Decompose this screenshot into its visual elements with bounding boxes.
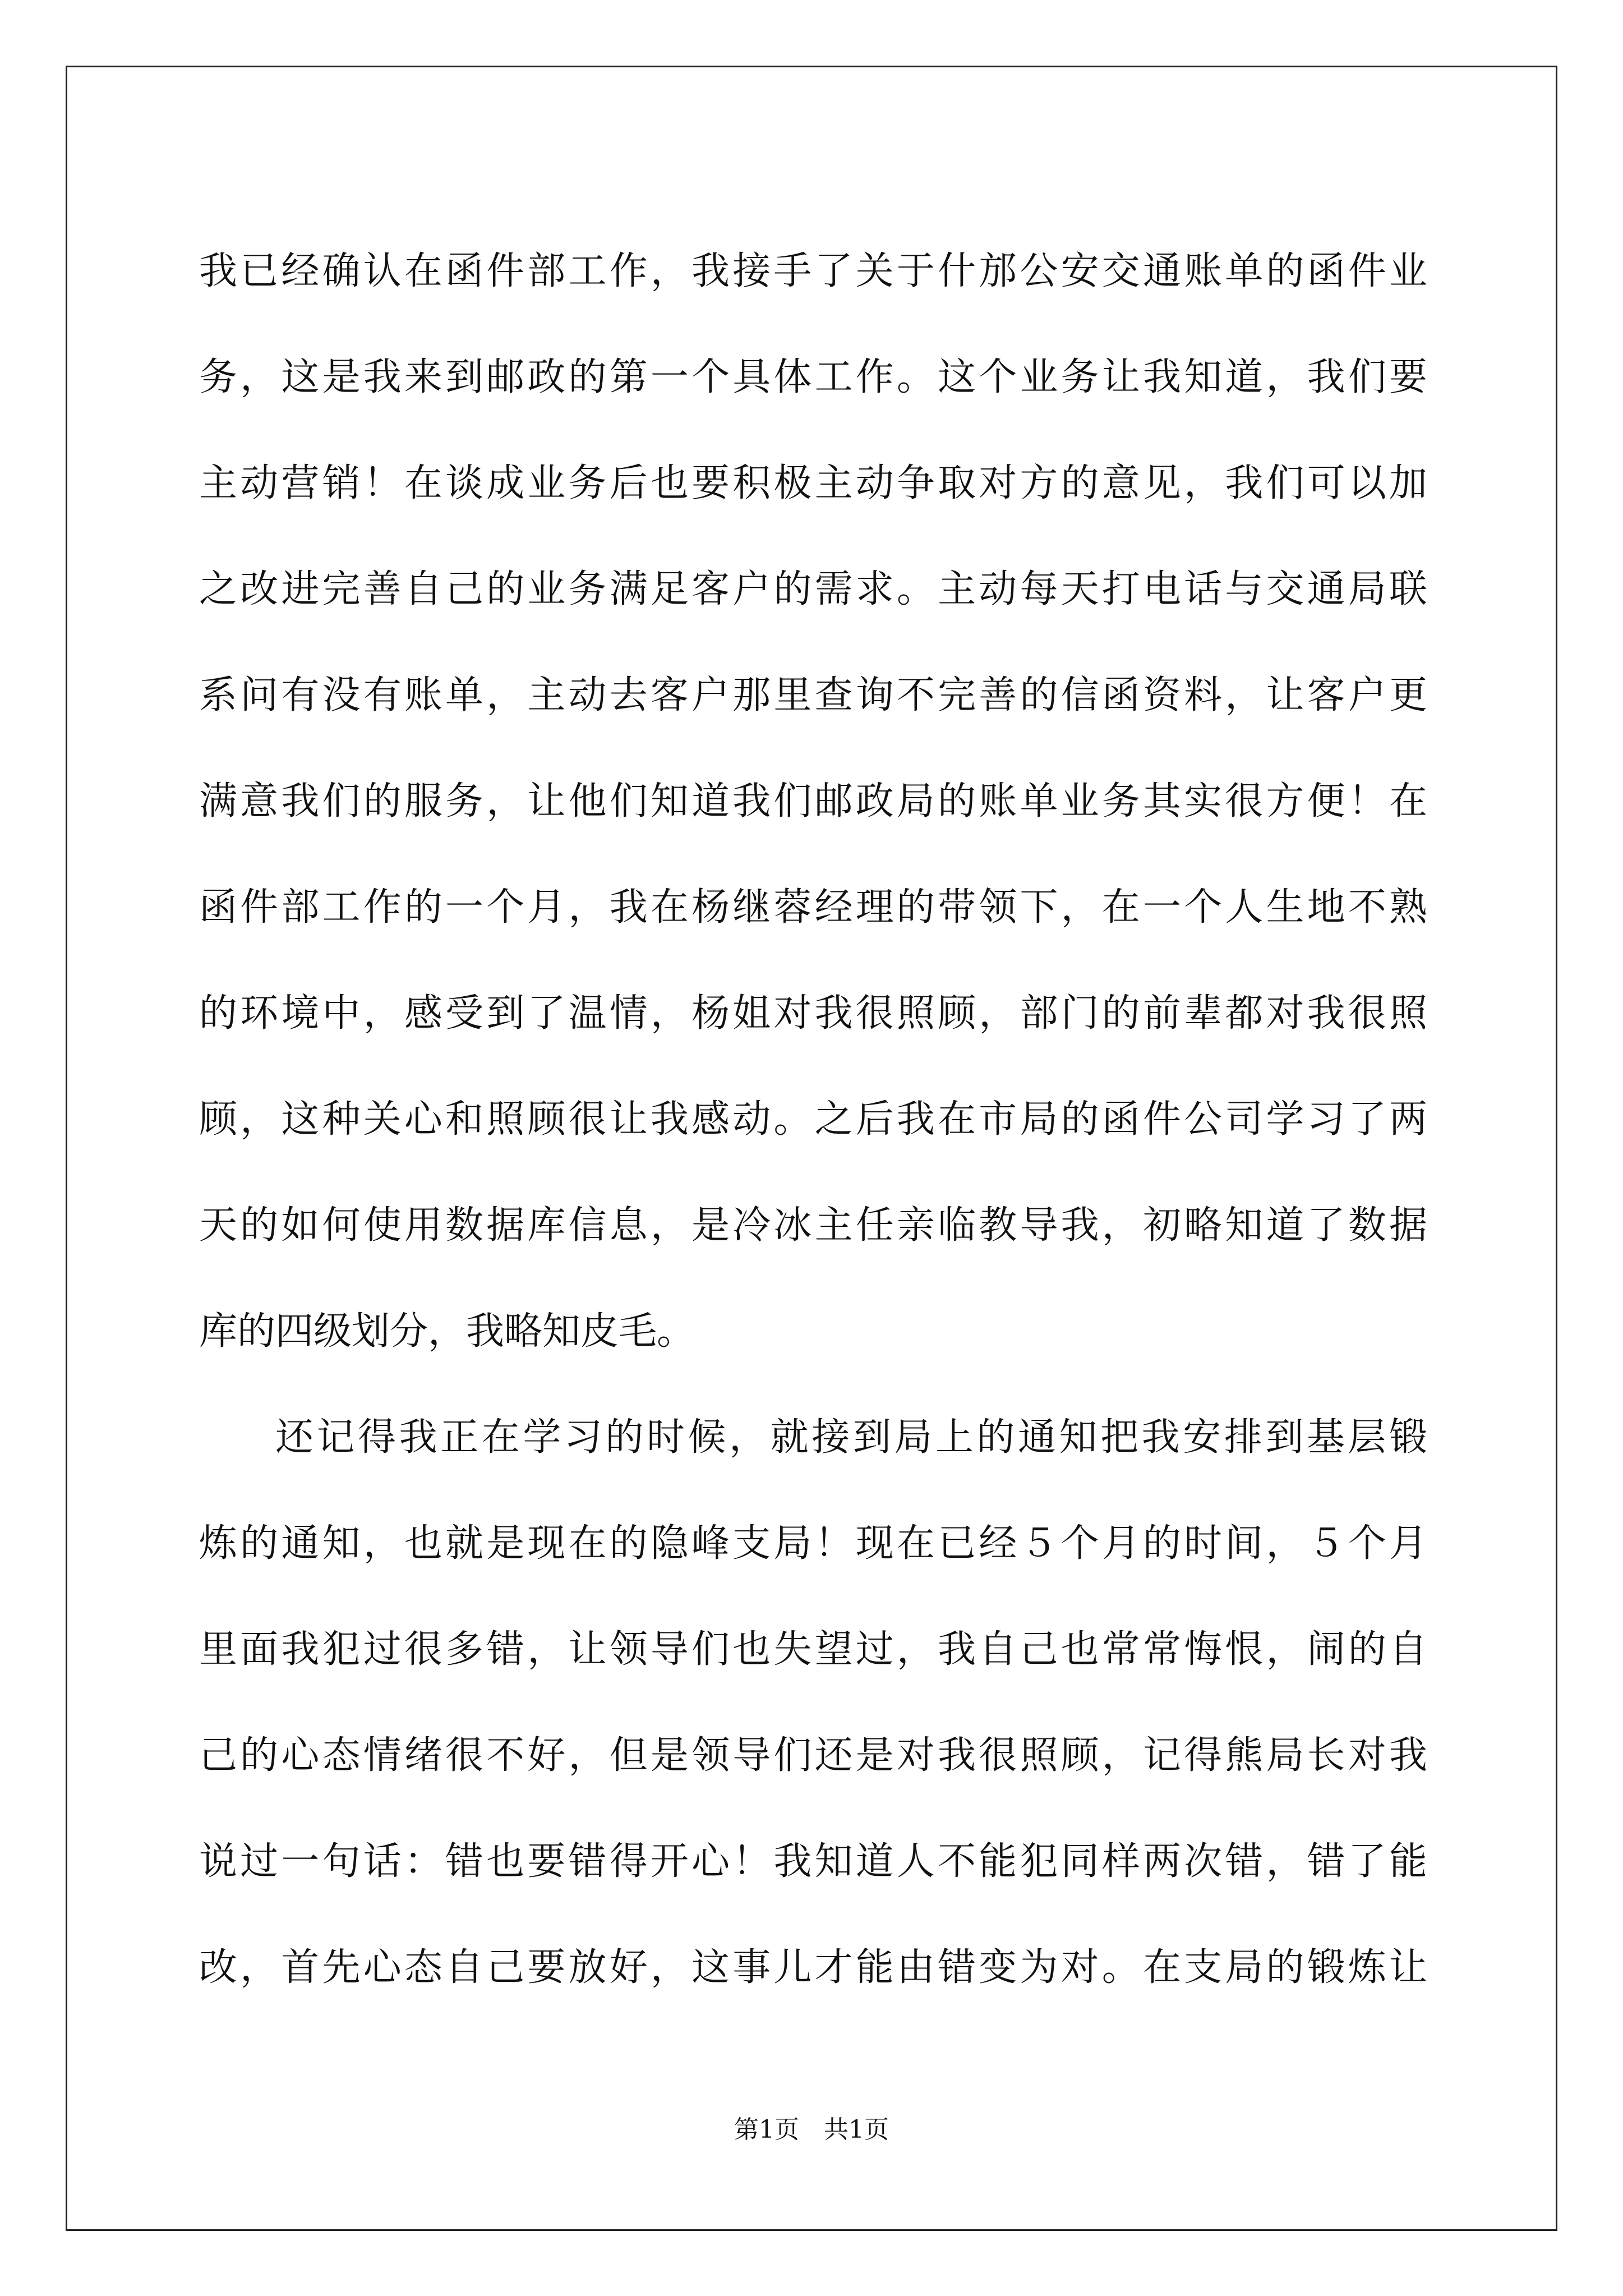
text-line: 之改进完善自己的业务满足客户的需求。主动每天打电话与交通局联 bbox=[199, 567, 1427, 611]
text-line: 的环境中，感受到了温情，杨姐对我很照顾，部门的前辈都对我很照 bbox=[199, 991, 1427, 1036]
text-line: 满意我们的服务，让他们知道我们邮政局的账单业务其实很方便！在 bbox=[199, 779, 1427, 823]
text-line: 炼的通知，也就是现在的隐峰支局！现在已经５个月的时间，５个月 bbox=[199, 1521, 1427, 1566]
text-line: 改，首先心态自己要放好，这事儿才能由错变为对。在支局的锻炼让 bbox=[199, 1945, 1427, 1990]
text-line: 说过一句话：错也要错得开心！我知道人不能犯同样两次错，错了能 bbox=[199, 1839, 1427, 1884]
text-line: 主动营销！在谈成业务后也要积极主动争取对方的意见，我们可以加 bbox=[199, 461, 1427, 505]
page-footer bbox=[0, 2109, 1623, 2145]
page-number: 第1页 bbox=[734, 2115, 799, 2144]
text-line: 顾，这种关心和照顾很让我感动。之后我在市局的函件公司学习了两 bbox=[199, 1097, 1427, 1142]
text-line: 函件部工作的一个月，我在杨继蓉经理的带领下，在一个人生地不熟 bbox=[199, 885, 1427, 930]
text-line: 库的四级划分，我略知皮毛。 bbox=[199, 1309, 695, 1354]
text-line: 天的如何使用数据库信息，是冷冰主任亲临教导我，初略知道了数据 bbox=[199, 1203, 1427, 1248]
text-line: 还记得我正在学习的时候，就接到局上的通知把我安排到基层锻 bbox=[275, 1415, 1427, 1460]
text-line: 我已经确认在函件部工作，我接手了关于什邡公安交通账单的函件业 bbox=[199, 249, 1427, 293]
text-line: 己的心态情绪很不好，但是领导们还是对我很照顾，记得熊局长对我 bbox=[199, 1733, 1427, 1778]
paragraph-1 bbox=[199, 218, 1427, 1384]
text-line: 里面我犯过很多错，让领导们也失望过，我自己也常常悔恨，闹的自 bbox=[199, 1627, 1427, 1672]
text-line: 系问有没有账单，主动去客户那里查询不完善的信函资料，让客户更 bbox=[199, 673, 1427, 717]
document-body bbox=[199, 218, 1427, 2021]
text-line: 务，这是我来到邮政的第一个具体工作。这个业务让我知道，我们要 bbox=[199, 355, 1427, 399]
paragraph-2 bbox=[199, 1384, 1427, 2021]
page-total: 共1页 bbox=[824, 2115, 889, 2144]
